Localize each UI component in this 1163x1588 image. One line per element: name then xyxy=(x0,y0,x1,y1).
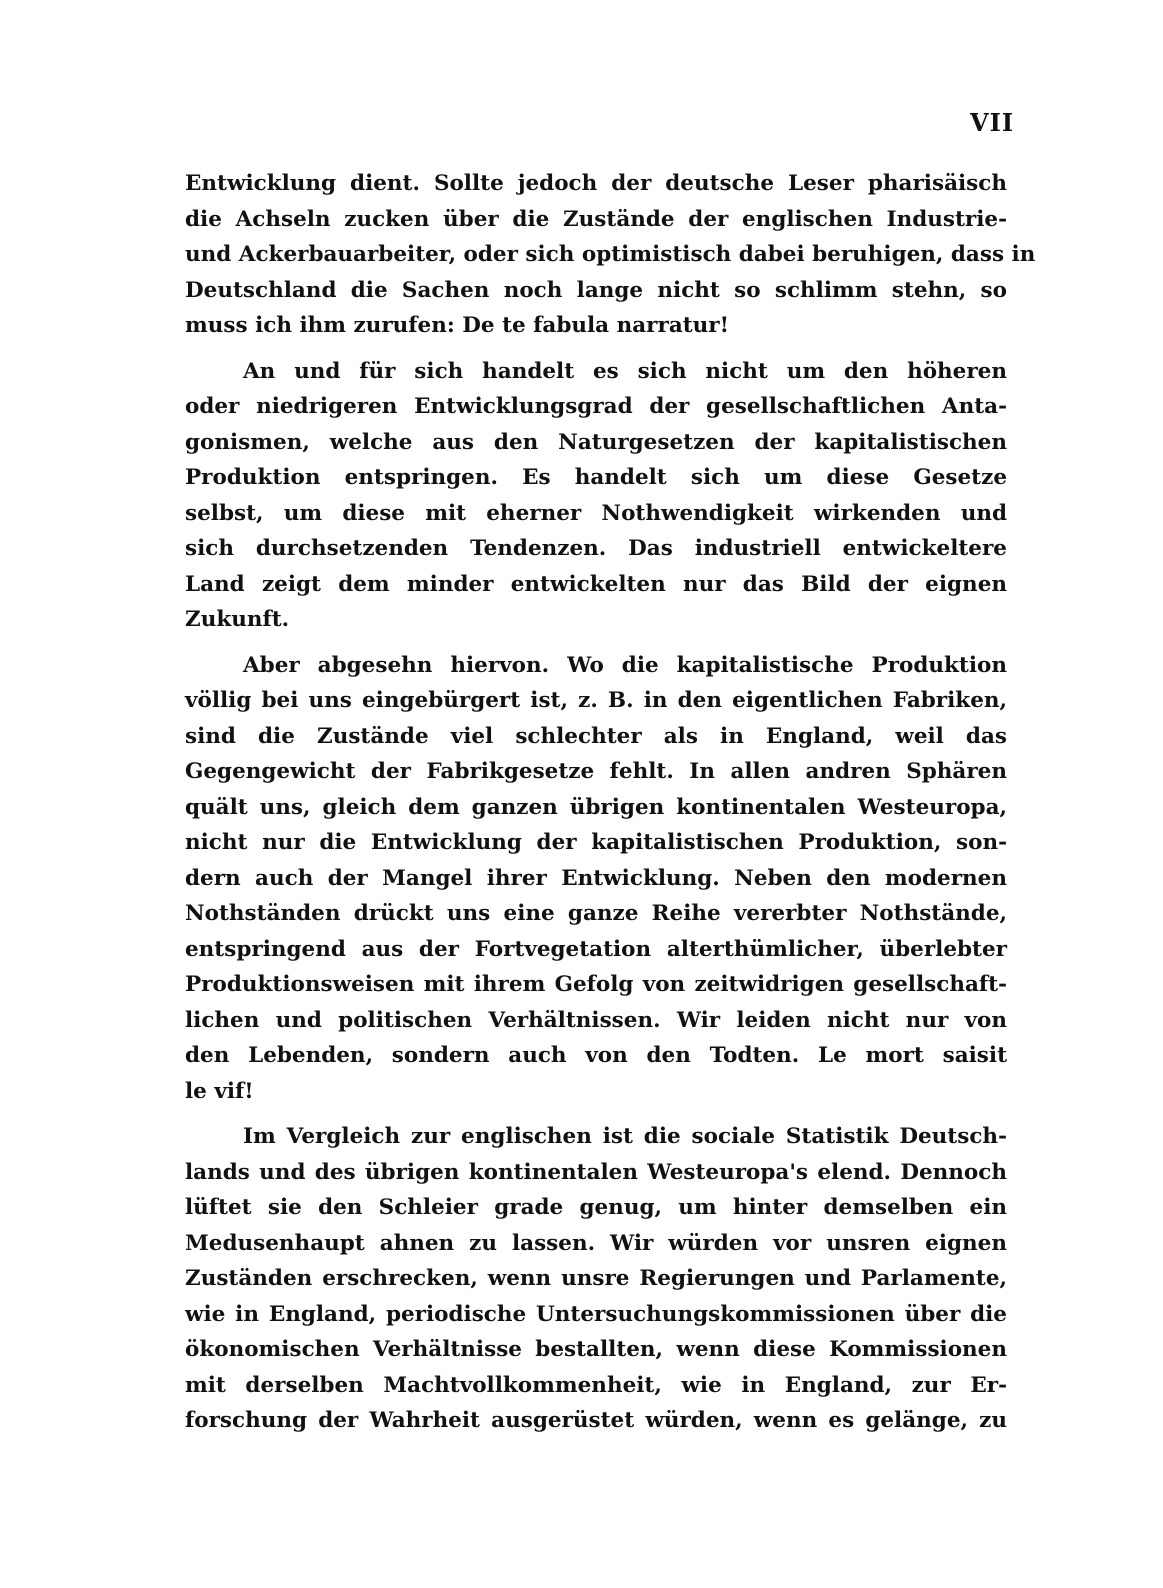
text-line: Produktionsweisen mit ihrem Gefolg von zeitwidrigen gesellschaft- xyxy=(185,972,1007,997)
paragraph-2 xyxy=(185,354,1007,638)
text-line: Zukunft. xyxy=(185,607,290,632)
paragraph-1 xyxy=(185,166,1036,344)
text-line: selbst, um diese mit eherner Nothwendigkeit wirkenden und xyxy=(185,500,1007,526)
text-line: lands und des übrigen kontinentalen Westeuropa's elend. Dennoch xyxy=(185,1159,1007,1185)
body-text xyxy=(185,166,1036,1449)
text-line: sich durchsetzenden Tendenzen. Das industriell entwickeltere xyxy=(185,536,1007,561)
text-line: Aber abgesehn hiervon. Wo die kapitalistische Produktion xyxy=(243,652,1007,678)
text-line: Land zeigt dem minder entwickelten nur das Bild der eignen xyxy=(185,571,1007,597)
text-line: Deutschland die Sachen noch lange nicht so schlimm stehn, so xyxy=(185,277,1007,303)
text-line: quält uns, gleich dem ganzen übrigen kontinentalen Westeuropa, xyxy=(185,794,1007,820)
text-line: und Ackerbauarbeiter, oder sich optimistisch dabei beruhigen, dass in xyxy=(185,242,1036,267)
text-line: entspringend aus der Fortvegetation alterthümlicher, überlebter xyxy=(185,936,1007,962)
text-line: Gegengewicht der Fabrikgesetze fehlt. In allen andren Sphären xyxy=(185,759,1007,784)
text-line: Produktion entspringen. Es handelt sich um diese Gesetze xyxy=(185,465,1007,490)
paragraph-3 xyxy=(185,648,1007,1110)
text-line: den Lebenden, sondern auch von den Todten. Le mort saisit xyxy=(185,1043,1007,1068)
text-line: ökonomischen Verhältnisse bestallten, wenn diese Kommissionen xyxy=(185,1337,1007,1362)
text-line: Nothständen drückt uns eine ganze Reihe vererbter Nothstände, xyxy=(185,901,1007,926)
text-line: muss ich ihm zurufen: De te fabula narratur! xyxy=(185,313,730,338)
text-line: dern auch der Mangel ihrer Entwicklung. Neben den modernen xyxy=(185,865,1007,891)
text-line: lichen und politischen Verhältnissen. Wir leiden nicht nur von xyxy=(185,1007,1007,1033)
page-number: VII xyxy=(970,108,1015,137)
text-line: le vif! xyxy=(185,1078,254,1104)
text-line: An und für sich handelt es sich nicht um den höheren xyxy=(243,358,1007,384)
text-line: sind die Zustände viel schlechter als in England, weil das xyxy=(185,723,1007,749)
text-line: oder niedrigeren Entwicklungsgrad der gesellschaftlichen Anta- xyxy=(185,394,1007,419)
text-line: völlig bei uns eingebürgert ist, z. B. in den eigentlichen Fabriken, xyxy=(185,688,1007,713)
text-line: Entwicklung dient. Sollte jedoch der deutsche Leser pharisäisch xyxy=(185,171,1007,196)
text-line: die Achseln zucken über die Zustände der englischen Industrie- xyxy=(185,206,1007,232)
text-line: Medusenhaupt ahnen zu lassen. Wir würden vor unsren eignen xyxy=(185,1230,1007,1256)
paragraph-4 xyxy=(185,1119,1007,1439)
text-line: lüftet sie den Schleier grade genug, um hinter demselben ein xyxy=(185,1195,1007,1220)
text-line: wie in England, periodische Untersuchungskommissionen über die xyxy=(185,1301,1007,1327)
text-line: gonismen, welche aus den Naturgesetzen der kapitalistischen xyxy=(185,429,1007,455)
text-line: mit derselben Machtvollkommenheit, wie in England, zur Er- xyxy=(185,1372,1007,1398)
text-line: nicht nur die Entwicklung der kapitalistischen Produktion, son- xyxy=(185,830,1007,855)
text-line: Im Vergleich zur englischen ist die sociale Statistik Deutsch- xyxy=(243,1124,1007,1149)
text-line: forschung der Wahrheit ausgerüstet würden, wenn es gelänge, zu xyxy=(185,1408,1007,1433)
text-line: Zuständen erschrecken, wenn unsre Regierungen und Parlamente, xyxy=(185,1266,1007,1291)
